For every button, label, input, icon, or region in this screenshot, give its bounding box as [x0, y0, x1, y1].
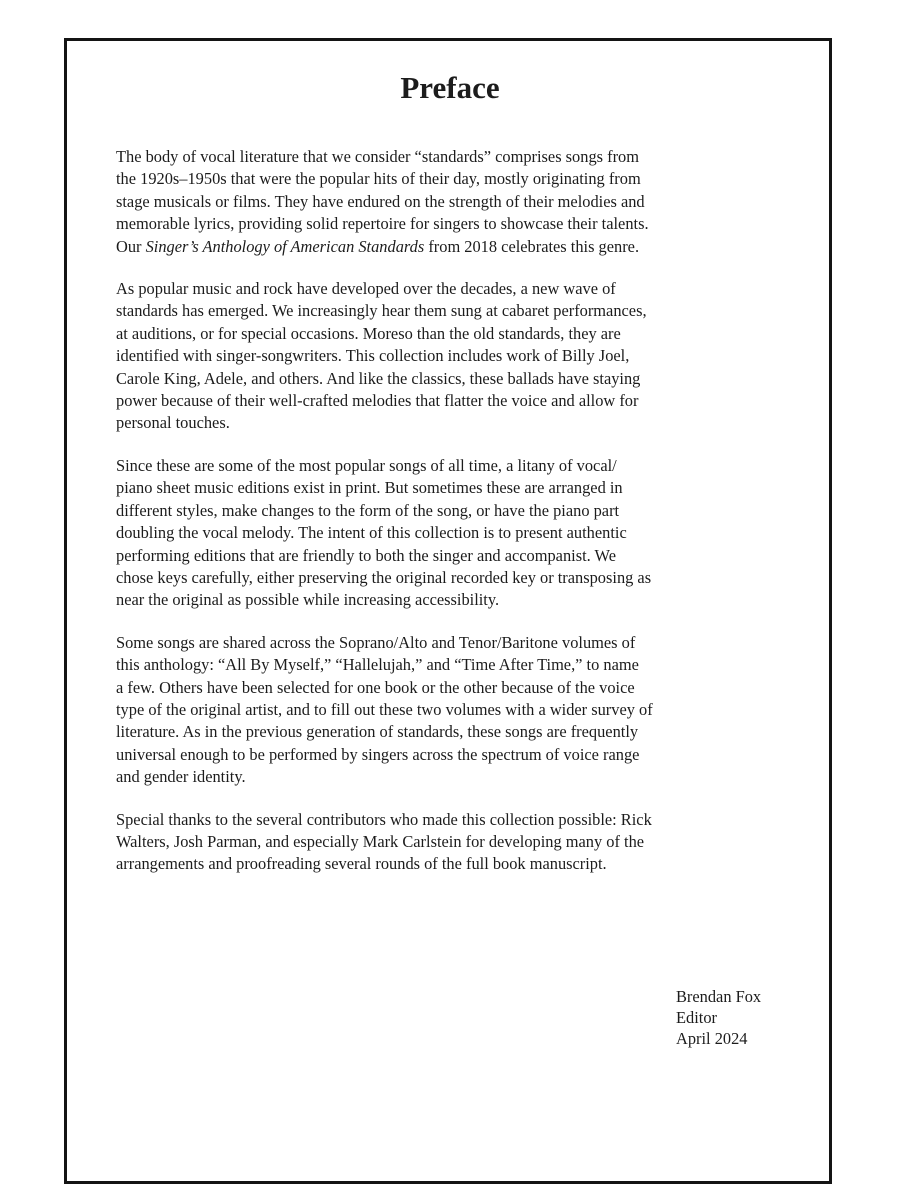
signature-block	[676, 986, 761, 1049]
signature-date: April 2024	[676, 1029, 748, 1048]
paragraph-1-text: The body of vocal literature that we consider “standards” comprises songs from the 1920s–1950s that were the popular hits of their day, mostly originating from stage musicals or films. They have endured on the strength of their melodies and memorable lyrics, providing solid repertoire for singers to showcase their talents. Our	[116, 147, 649, 256]
paragraph-4: Some songs are shared across the Soprano/Alto and Tenor/Baritone volumes of this anthology: “All By Myself,” “Hallelujah,” and “Time After Time,” to name a few. Others have been selected for one book or the other because of the voice type of the original artist, and to fill out these two volumes with a wider survey of literature. As in the previous generation of standards, these songs are frequently universal enough to be performed by singers across the spectrum of voice range and gender identity.	[116, 632, 653, 787]
anthology-title-italic: Singer’s Anthology of American Standards	[145, 236, 425, 256]
paragraph-2: As popular music and rock have developed over the decades, a new wave of standards has emerged. We increasingly hear them sung at cabaret performances, at auditions, or for special occasions. Moreso than the old standards, they are identified with singer-songwriters. This collection includes work of Billy Joel, Carole King, Adele, and others. And like the classics, these ballads have staying power because of their well-crafted melodies that flatter the voice and allow for personal touches.	[116, 279, 647, 433]
paragraph-1-end: from 2018 celebrates this genre.	[424, 236, 640, 256]
page-title: Preface	[400, 70, 500, 105]
paragraph-1	[116, 146, 790, 258]
signature-role: Editor	[676, 1008, 717, 1027]
signature-name: Brendan Fox	[676, 987, 762, 1006]
paragraph-5: Special thanks to the several contributors who made this collection possible: Rick Walters, Josh Parman, and especially Mark Carlstein for developing many of the arrangements and proofreading several rounds of the full book manuscript.	[116, 809, 652, 874]
paragraph-3: Since these are some of the most popular songs of all time, a litany of vocal/ piano sheet music editions exist in print. But sometimes these are arranged in different styles, make changes to the form of the song, or have the piano part doubling the vocal melody. The intent of this collection is to present authentic performing editions that are friendly to both the singer and accompanist. We chose keys carefully, either preserving the original recorded key or transposing as near the original as possible while increasing accessibility.	[116, 455, 652, 610]
preface-body	[116, 146, 790, 896]
